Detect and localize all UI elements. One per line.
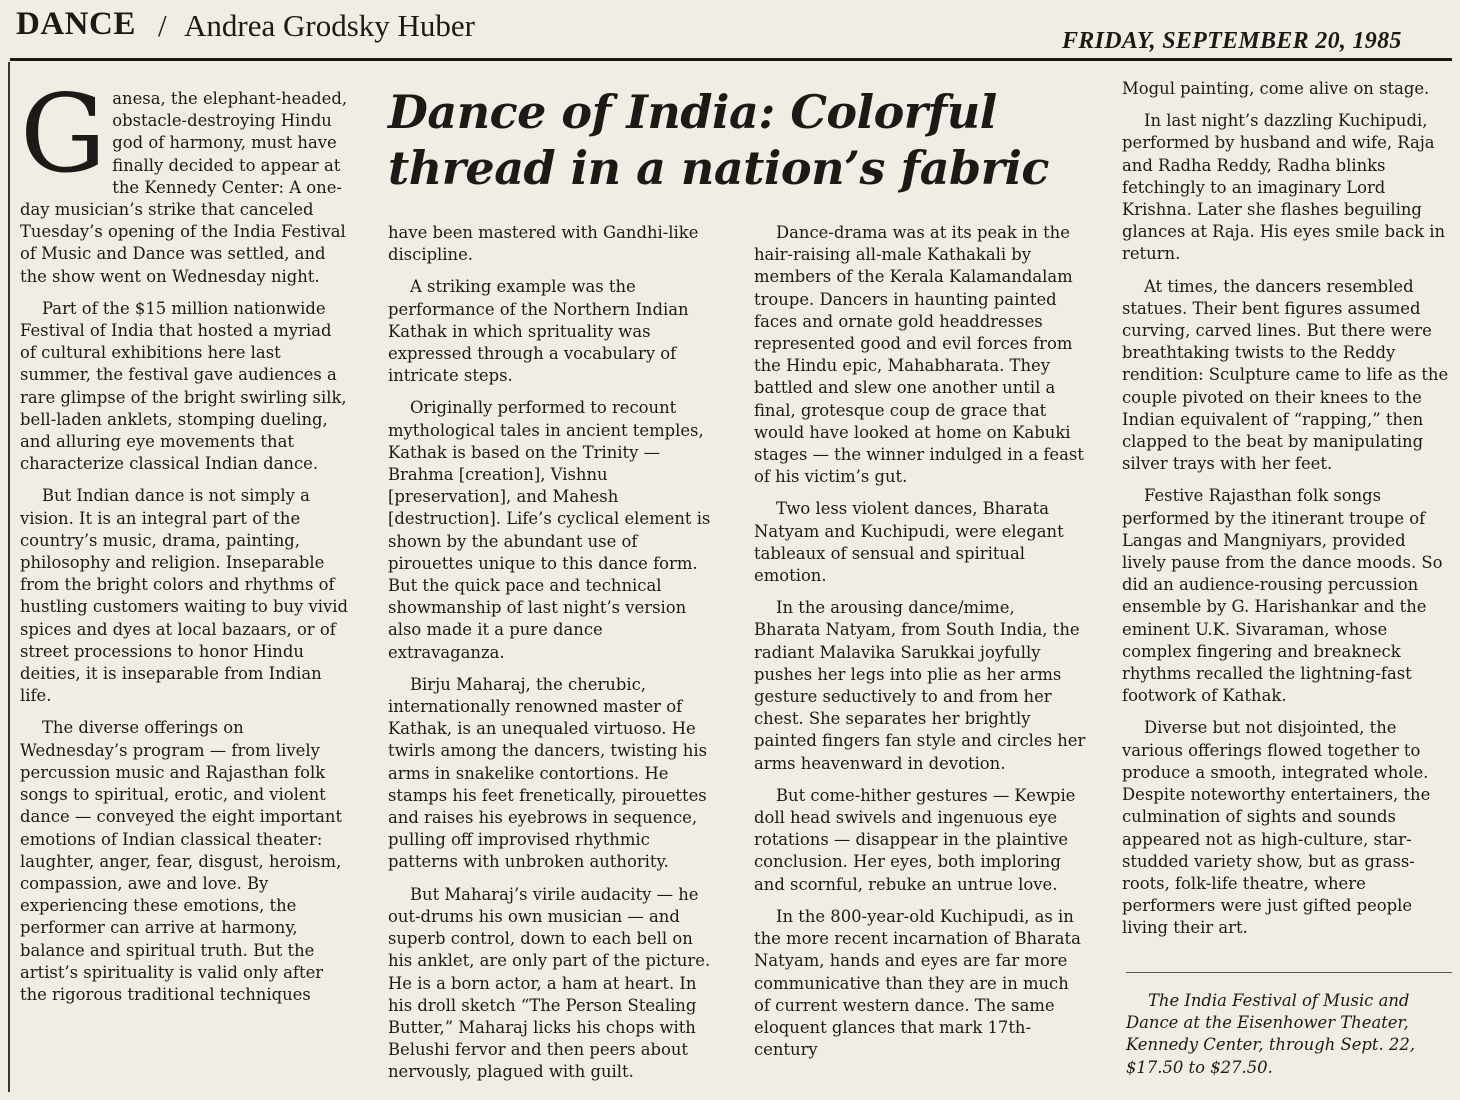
paragraph: Dance-drama was at its peak in the hair-raising all-male Kathakali by members of the Kerala Kalamandalam troupe. Dancers in haunting painted faces and ornate gold headdresses represented good and evil forces from the Hindu epic, Mahabharata. They battled and slew one another until a final, grotesque coup de grace that would have looked at home on Kabuki stages — the winner indulged in a feast of his victim’s gut. bbox=[754, 223, 1084, 487]
paragraph: Part of the $15 million nationwide Festival of India that hosted a myriad of cultural exhibitions here last summer, the festival gave audiences a rare glimpse of the bright swirling silk, bell-laden anklets, stomping dueling, and alluring eye movements that characterize classical Indian dance. bbox=[20, 298, 347, 474]
credit-line: Dance at the Eisenhower Theater, bbox=[1126, 1013, 1409, 1033]
paragraph: Festive Rajasthan folk songs performed by the itinerant troupe of Langas and Mangniyars, provided lively pause from the dance moods. So did an audience-rousing percussion ensemble by G. Harishankar and the eminent U.K. Sivaraman, whose complex fingering and breakneck rhythms recalled the lightning-fast footwork of Kathak. bbox=[1122, 486, 1443, 706]
headline-line-1: Dance of India: Colorful bbox=[388, 85, 997, 139]
paragraph: But Maharaj’s virile audacity — he out-drums his own musician — and superb control, down to each bell on his anklet, are only part of the picture. He is a born actor, a ham at heart. In his droll sketch “The Person Stealing Butter,” Maharaj licks his chops with Belushi fervor and then peers about nervously, plagued with guilt. bbox=[388, 884, 711, 1082]
paragraph: At times, the dancers resembled statues. Their bent figures assumed curving, carved lines. But there were breathtaking twists to the Reddy rendition: Sculpture came to life as the couple pivoted on their knees to the Indian equivalent of “rapping,” then clapped to the beat by manipulating silver trays with her feet. bbox=[1122, 276, 1449, 474]
credit-rule bbox=[1126, 972, 1452, 973]
lead-paragraph bbox=[20, 72, 350, 288]
paragraph: In the arousing dance/mime, Bharata Natyam, from South India, the radiant Malavika Sarukkai joyfully pushes her legs into plie as her arms gesture seductively to and from her chest. She separates her brightly painted fingers fan style and circles her arms heavenward in devotion. bbox=[754, 598, 1086, 773]
article-column-2 bbox=[388, 222, 720, 1094]
paragraph: Originally performed to recount mythological tales in ancient temples, Kathak is based on the Trinity — Brahma [creation], Vishnu [preservation], and Mahesh [destruction]. Life’s cyclical element is shown by the abundant use of pirouettes unique to this dance form. But the quick pace and technical showmanship of last night’s version also made it a pure dance extravaganza. bbox=[388, 398, 711, 662]
section-label: DANCE bbox=[16, 6, 136, 42]
paragraph: A striking example was the performance of the Northern Indian Kathak in which sprituality was expressed through a vocabulary of intricate steps. bbox=[388, 277, 689, 386]
headline bbox=[388, 84, 1088, 196]
paragraph: Mogul painting, come alive on stage. bbox=[1122, 79, 1430, 98]
paragraph: The diverse offerings on Wednesday’s program — from lively percussion music and Rajasthan folk songs to spiritual, erotic, and violent dance — conveyed the eight important emotions of Indian classical theater: laughter, anger, fear, disgust, heroism, compassion, awe and love. By experiencing these emotions, the performer can arrive at harmony, balance and spiritual truth. But the artist’s spirituality is valid only after the rigorous traditional techniques bbox=[20, 718, 343, 1004]
article-column-1 bbox=[20, 72, 350, 1016]
paragraph: Two less violent dances, Bharata Natyam and Kuchipudi, were elegant tableaux of sensual and spiritual emotion. bbox=[754, 499, 1064, 586]
header-rule-right bbox=[1040, 58, 1452, 61]
drop-cap: G bbox=[20, 72, 107, 197]
byline-separator: / bbox=[158, 8, 167, 43]
headline-line-2: thread in a nation’s fabric bbox=[388, 141, 1049, 195]
byline: Andrea Grodsky Huber bbox=[184, 8, 475, 43]
credit-line: $17.50 to $27.50. bbox=[1126, 1057, 1273, 1077]
paragraph: In last night’s dazzling Kuchipudi, performed by husband and wife, Raja and Radha Reddy, Radha blinks fetchingly to an imaginary Lord Krishna. Later she flashes beguiling glances at Raja. His eyes smile back in return. bbox=[1122, 111, 1446, 264]
header-rule bbox=[10, 58, 1050, 61]
article-column-3 bbox=[754, 222, 1086, 1071]
paragraph: Diverse but not disjointed, the various offerings flowed together to produce a smooth, integrated whole. Despite noteworthy entertainers, the culmination of sights and sounds appeared not as high-culture, star-studded variety show, but as grass-roots, folk-life theatre, where performers were just gifted people living their art. bbox=[1122, 718, 1431, 938]
event-credit bbox=[1126, 990, 1452, 1079]
masthead bbox=[0, 0, 1460, 72]
credit-line: The India Festival of Music and bbox=[1148, 991, 1410, 1010]
paragraph: Birju Maharaj, the cherubic, internationally renowned master of Kathak, is an unequaled virtuoso. He twirls among the dancers, twisting his arms in snakelike contortions. He stamps his feet frenetically, pirouettes and raises his eyebrows in sequence, pulling off improvised rhythmic patterns with unbroken authority. bbox=[388, 674, 707, 872]
paragraph: have been mastered with Gandhi-like discipline. bbox=[388, 223, 699, 265]
dateline: FRIDAY, SEPTEMBER 20, 1985 bbox=[1062, 28, 1402, 54]
paragraph-text: anesa, the elephant-headed, obstacle-destroying Hindu god of harmony, must have finally decided to appear at the Kennedy Center: A one-day musician’s strike that canceled Tuesday’s opening of the India Festival of Music and Dance was settled, and the show went on Wednesday night. bbox=[20, 89, 348, 286]
paragraph: But Indian dance is not simply a vision. It is an integral part of the country’s music, drama, painting, philosophy and religion. Inseparable from the bright colors and rhythms of hustling customers waiting to buy vivid spices and dyes at local bazaars, or of street processions to honor Hindu deities, it is inseparable from Indian life. bbox=[20, 486, 348, 706]
article-column-4 bbox=[1122, 78, 1452, 950]
paragraph: In the 800-year-old Kuchipudi, as in the more recent incarnation of Bharata Natyam, hands and eyes are far more communicative than they are in much of current western dance. The same eloquent glances that mark 17th-century bbox=[754, 906, 1081, 1060]
credit-line: Kennedy Center, through Sept. 22, bbox=[1126, 1035, 1415, 1055]
left-border-rule bbox=[8, 62, 10, 1092]
paragraph: But come-hither gestures — Kewpie doll head swivels and ingenuous eye rotations — disappear in the plaintive conclusion. Her eyes, both imploring and scornful, rebuke an untrue love. bbox=[754, 785, 1076, 894]
